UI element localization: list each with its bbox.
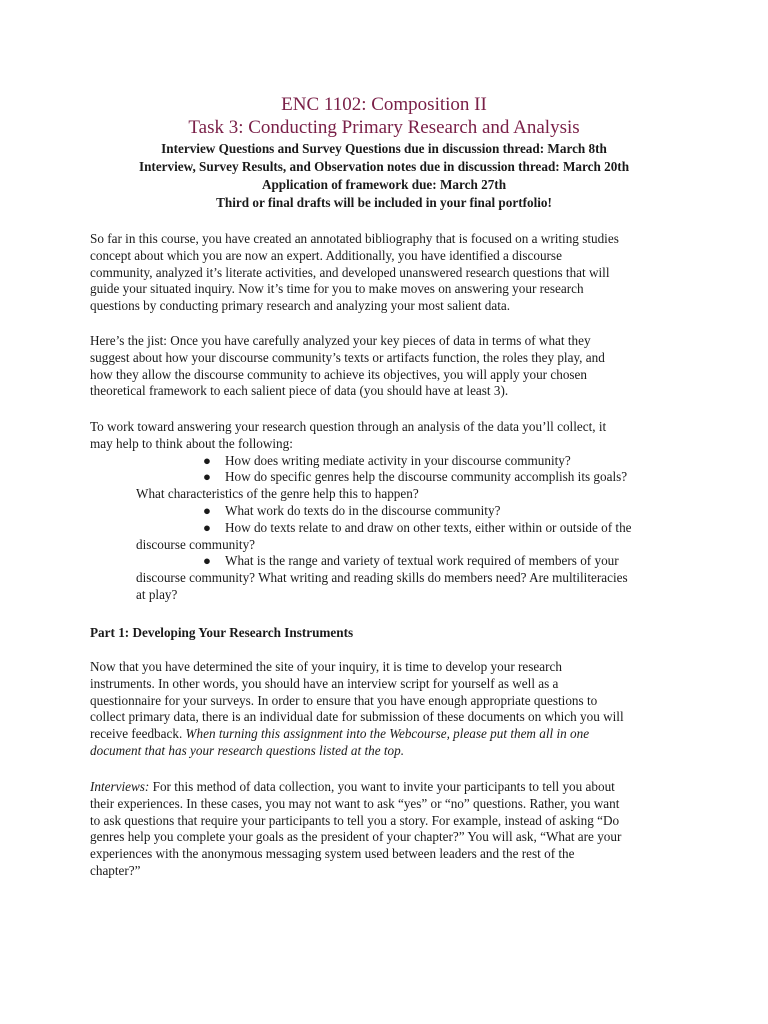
submission-instruction: document that has your research questions listed at the top. <box>90 742 405 758</box>
list-item-continuation: discourse community? <box>136 536 256 552</box>
text-line: guide your situated inquiry. Now it’s time for you to make moves on answering your research <box>90 281 584 297</box>
bullet-icon: ● <box>203 553 211 569</box>
part1-section <box>90 625 680 642</box>
text-line: collect primary data, there is an individual date for submission of these documents on which you will <box>90 709 624 725</box>
text-line: questionnaire for your surveys. In order to ensure that you have enough appropriate questions to <box>90 692 598 708</box>
list-item-text: What is the range and variety of textual work required of members of your <box>225 553 619 569</box>
list-item-text: How do texts relate to and draw on other texts, either within or outside of the <box>225 519 632 535</box>
course-title: ENC 1102: Composition II <box>281 94 487 115</box>
document-header <box>0 94 768 212</box>
text-line: may help to think about the following: <box>90 435 293 451</box>
text-line: suggest about how your discourse community’s texts or artifacts function, the roles they play, and <box>90 349 605 365</box>
list-item-text: What work do texts do in the discourse community? <box>225 502 501 518</box>
bullet-icon: ● <box>203 452 211 468</box>
jist-paragraph <box>90 333 680 400</box>
list-item <box>90 503 680 520</box>
due-line-interview-questions: Interview Questions and Survey Questions due in discussion thread: March 8th <box>161 141 607 156</box>
text-line: questions by conducting primary research and analyzing your most salient data. <box>90 298 511 314</box>
text-line: chapter?” <box>90 862 141 878</box>
list-item <box>90 520 680 537</box>
due-line-final-drafts: Third or final drafts will be included in your final portfolio! <box>216 195 552 210</box>
text-line: theoretical framework to each salient piece of data (you should have at least 3). <box>90 383 509 399</box>
text-line: experiences with the anonymous messaging system used between leaders and the rest of the <box>90 846 575 862</box>
part1-heading: Part 1: Developing Your Research Instruments <box>90 625 354 640</box>
text-line: genres help you complete your goals as the president of your chapter?” You will ask, “What are your <box>90 829 622 845</box>
list-item-continuation: at play? <box>136 586 178 602</box>
list-item-text: How do specific genres help the discourse community accomplish its goals? <box>225 469 628 485</box>
text-line: their experiences. In these cases, you may not want to ask “yes” or “no” questions. Rather, you want <box>90 795 620 811</box>
text-normal: receive feedback. <box>90 726 186 742</box>
list-item-continuation: What characteristics of the genre help this to happen? <box>136 486 419 502</box>
interviews-paragraph <box>90 779 680 880</box>
bullet-icon: ● <box>203 469 211 485</box>
text-line: Here’s the jist: Once you have carefully analyzed your key pieces of data in terms of what they <box>90 333 591 348</box>
text-line: instruments. In other words, you should have an interview script for yourself as well as a <box>90 675 559 691</box>
text-line: to ask questions that require your participants to tell you a story. For example, instead of asking “Do <box>90 812 620 828</box>
text-line: So far in this course, you have created an annotated bibliography that is focused on a writing studies <box>90 231 619 246</box>
question-list <box>90 453 680 604</box>
list-item-continuation: discourse community? What writing and reading skills do members need? Are multiliteracies <box>136 570 628 586</box>
text-line: To work toward answering your research question through an analysis of the data you’ll collect, it <box>90 419 607 434</box>
due-line-survey-results: Interview, Survey Results, and Observation notes due in discussion thread: March 20th <box>138 159 630 174</box>
text-line: how they allow the discourse community to achieve its objectives, you will apply your chosen <box>90 366 587 382</box>
list-item-text: How does writing mediate activity in your discourse community? <box>225 452 571 468</box>
part1-paragraph <box>90 659 680 760</box>
bullet-icon: ● <box>203 519 211 535</box>
text-line: Now that you have determined the site of your inquiry, it is time to develop your research <box>90 659 562 674</box>
bullet-icon: ● <box>203 502 211 518</box>
task-title: Task 3: Conducting Primary Research and Analysis <box>188 117 580 138</box>
text-normal: For this method of data collection, you want to invite your participants to tell you about <box>149 779 615 794</box>
list-item <box>90 453 680 470</box>
intro-paragraph <box>90 231 680 315</box>
interviews-label: Interviews: <box>90 779 150 794</box>
text-line: community, analyzed it’s literate activities, and developed unanswered research questions that will <box>90 264 610 280</box>
text-line <box>90 779 680 796</box>
list-item <box>90 553 680 570</box>
text-line <box>90 726 680 743</box>
submission-instruction: When turning this assignment into the Webcourse, please put them all in one <box>185 726 590 742</box>
list-item <box>90 469 680 486</box>
due-line-framework: Application of framework due: March 27th <box>261 177 507 192</box>
text-line: concept about which you are now an expert. Additionally, you have identified a discourse <box>90 247 562 263</box>
work-toward-paragraph <box>90 419 680 604</box>
